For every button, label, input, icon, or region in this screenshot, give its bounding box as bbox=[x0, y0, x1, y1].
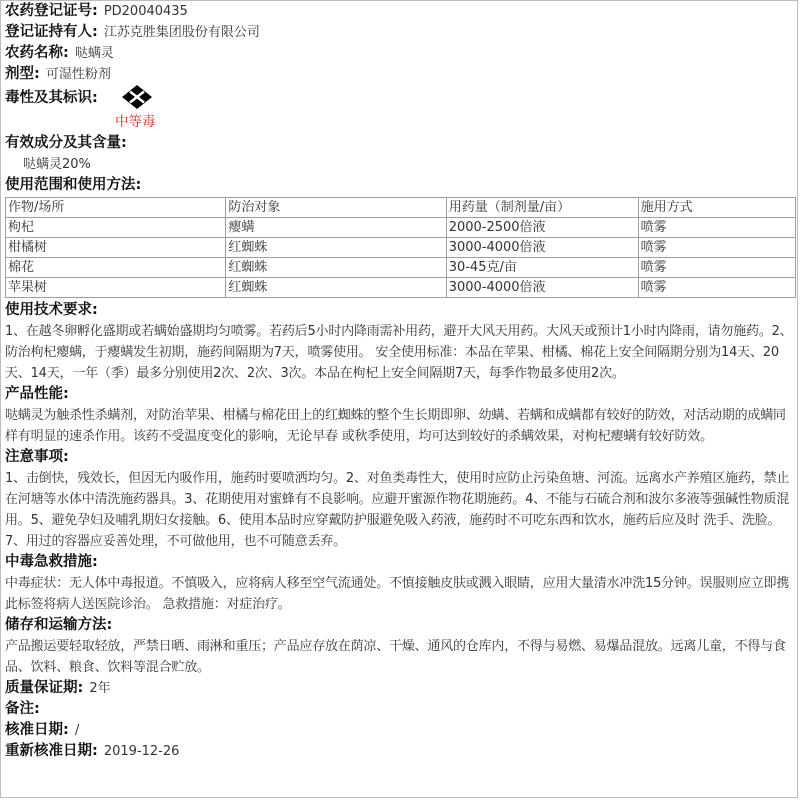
holder-line bbox=[5, 22, 793, 43]
notes-heading: 注意事项: bbox=[5, 449, 69, 465]
table-row bbox=[6, 278, 796, 298]
reapproval-date-line bbox=[5, 741, 793, 762]
toxicity-level: 中等毒 bbox=[115, 114, 156, 130]
table-cell: 棉花 bbox=[6, 258, 226, 278]
table-row bbox=[6, 238, 796, 258]
table-cell: 喷雾 bbox=[638, 258, 795, 278]
holder-value: 江苏克胜集团股份有限公司 bbox=[103, 25, 260, 40]
remarks-label: 备注: bbox=[5, 701, 40, 717]
name-line bbox=[5, 43, 793, 64]
table-cell: 红蜘蛛 bbox=[226, 238, 446, 258]
table-cell: 苹果树 bbox=[6, 278, 226, 298]
usage-col-crop: 作物/场所 bbox=[6, 198, 226, 218]
ingredient-value: 哒螨灵20% bbox=[23, 157, 91, 172]
table-cell: 3000-4000倍液 bbox=[446, 278, 638, 298]
performance-text: 哒螨灵为触杀性杀螨剂，对防治苹果、柑橘与棉花田上的红蜘蛛的整个生长期即卵、幼螨、若螨和成螨都有较好的防效，对活动期的成螨同样有明显的速杀作用。该药不受温度变化的影响，无论早春 或秋季使用，均可达到较好的杀螨效果，对枸杞瘿螨有较好防效。 bbox=[5, 408, 786, 444]
table-row bbox=[6, 258, 796, 278]
usage-col-dosage: 用药量（制剂量/亩） bbox=[446, 198, 638, 218]
shelf-life-label: 质量保证期: bbox=[5, 680, 84, 696]
remarks-line bbox=[5, 699, 793, 720]
toxicity-label: 毒性及其标识: bbox=[5, 89, 98, 106]
firstaid-heading: 中毒急救措施: bbox=[5, 554, 98, 570]
storage-text: 产品搬运要轻取轻放，严禁日晒、雨淋和重压；产品应存放在荫凉、干燥、通风的仓库内，不得与易燃、易爆品混放。远离儿童，不得与食品、饮料、粮食、饮料等混合贮放。 bbox=[5, 639, 786, 675]
name-value: 哒螨灵 bbox=[74, 46, 114, 61]
table-cell: 红蜘蛛 bbox=[226, 258, 446, 278]
reg-no-value: PD20040435 bbox=[103, 4, 188, 19]
table-cell: 红蜘蛛 bbox=[226, 278, 446, 298]
tech-heading: 使用技术要求: bbox=[5, 302, 98, 318]
approval-date-value: / bbox=[74, 723, 80, 738]
table-row bbox=[6, 218, 796, 238]
notes-text: 1、击倒快，残效长，但因无内吸作用，施药时要喷洒均匀。2、对鱼类毒性大，使用时应防止污染鱼塘、河流。远离水产养殖区施药，禁止在河塘等水体中清洗施药器具。3、花期使用对蜜蜂有不良影响。应避开蜜源作物花期施药。4、不能与石硫合剂和波尔多液等强碱性物质混用。5、避免孕妇及哺乳期妇女接触。6、使用本品时应穿戴防护服避免吸入药液，施药时不可吃东西和饮水，施药后应及时 洗手、洗脸。7、用过的容器应妥善处理，不可做他用，也不可随意丢弃。 bbox=[5, 471, 790, 549]
tech-text: 1、在越冬卵孵化盛期或若螨始盛期均匀喷雾。若药后5小时内降雨需补用药，避开大风天用药。大风天或预计1小时内降雨，请勿施药。2、防治枸杞瘿螨，于瘿螨发生初期，施药间隔期为7天，喷雾使用。 安全使用标准：本品在苹果、柑橘、棉花上安全间隔期分别为14天、20天、14天，一年（季）最多分别使用2次、2次、3次。本品在枸杞上安全间隔期7天，每季作物最多使用2次。 bbox=[5, 324, 793, 381]
form-label: 剂型: bbox=[5, 66, 40, 82]
usage-col-target: 防治对象 bbox=[226, 198, 446, 218]
table-cell: 瘿螨 bbox=[226, 218, 446, 238]
table-cell: 喷雾 bbox=[638, 238, 795, 258]
table-cell: 3000-4000倍液 bbox=[446, 238, 638, 258]
usage-heading: 使用范围和使用方法: bbox=[5, 177, 142, 193]
usage-table bbox=[5, 197, 796, 298]
usage-col-method: 施用方式 bbox=[638, 198, 795, 218]
usage-table-header bbox=[6, 198, 796, 218]
toxicity-line bbox=[5, 85, 793, 111]
approval-date-label: 核准日期: bbox=[5, 722, 69, 738]
table-cell: 喷雾 bbox=[638, 278, 795, 298]
name-label: 农药名称: bbox=[5, 45, 69, 61]
performance-heading: 产品性能: bbox=[5, 386, 69, 402]
table-cell: 喷雾 bbox=[638, 218, 795, 238]
firstaid-text: 中毒症状：无人体中毒报道。不慎吸入，应将病人移至空气流通处。不慎接触皮肤或溅入眼睛，应用大量清水冲洗15分钟。误服则应立即携此标签将病人送医院诊治。 急救措施：对症治疗。 bbox=[5, 576, 790, 612]
shelf-life-value: 2年 bbox=[89, 681, 111, 696]
shelf-life-line bbox=[5, 678, 793, 699]
reg-no-label: 农药登记证号: bbox=[5, 3, 98, 19]
table-cell: 柑橘树 bbox=[6, 238, 226, 258]
storage-heading: 储存和运输方法: bbox=[5, 617, 113, 633]
table-cell: 30-45克/亩 bbox=[446, 258, 638, 278]
reg-no-line bbox=[5, 1, 793, 22]
approval-date-line bbox=[5, 720, 793, 741]
table-cell: 枸杞 bbox=[6, 218, 226, 238]
form-value: 可湿性粉剂 bbox=[45, 67, 111, 82]
reapproval-date-value: 2019-12-26 bbox=[103, 744, 180, 759]
holder-label: 登记证持有人: bbox=[5, 24, 98, 40]
ingredient-heading: 有效成分及其含量: bbox=[5, 135, 127, 151]
reapproval-date-label: 重新核准日期: bbox=[5, 743, 98, 759]
table-cell: 2000-2500倍液 bbox=[446, 218, 638, 238]
